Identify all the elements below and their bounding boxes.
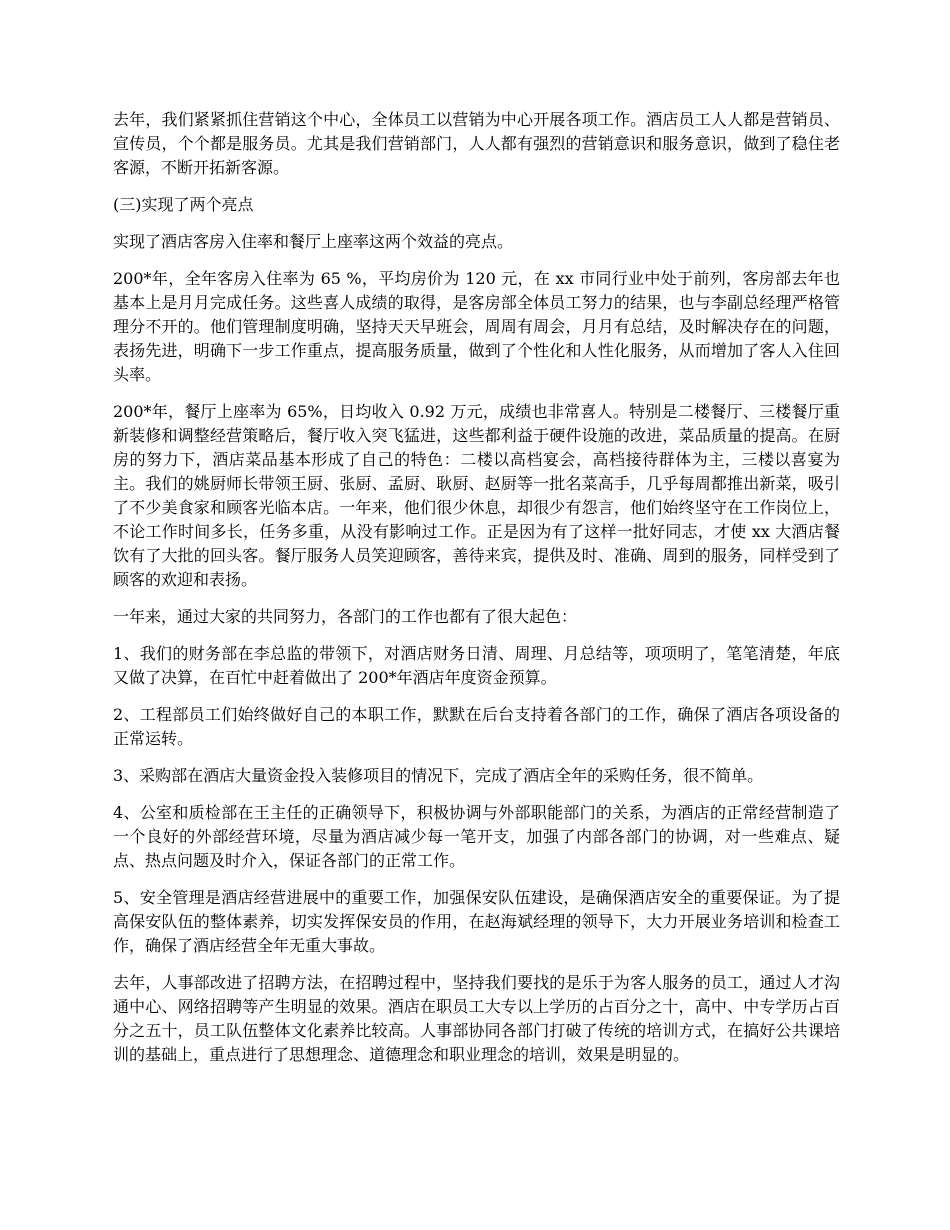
list-item: 5、安全管理是酒店经营进展中的重要工作，加强保安队伍建设，是确保酒店安全的重要保证。为了提高保安队伍的整体素养，切实发挥保安员的作用，在赵海斌经理的领导下，大力开展业务培训和检查工作，确保了酒店经营全年无重大事故。 <box>113 888 840 955</box>
paragraph: 实现了酒店客房入住率和餐厅上座率这两个效益的亮点。 <box>113 232 514 251</box>
paragraph: 200*年，餐厅上座率为 65%，日均收入 0.92 万元，成绩也非常喜人。特别是二楼餐厅、三楼餐厅重新装修和调整经营策略后，餐厅收入突飞猛进，这些都利益于硬件设施的改进，菜品质量的提高。在厨房的努力下，酒店菜品基本形成了自己的特色：二楼以高档宴会，高档接待群体为主，三楼以喜宴为主。我们的姚厨师长带领王厨、张厨、孟厨、耿厨、赵厨等一批名菜高手，几乎每周都推出新菜，吸引了不少美食家和顾客光临本店。一年来，他们很少休息，却很少有怨言，他们始终坚守在工作岗位上，不论工作时间多长，任务多重，从没有影响过工作。正是因为有了这样一批好同志，才使 xx 大酒店餐饮有了大批的回头客。餐厅服务人员笑迎顾客，善待来宾，提供及时、准确、周到的服务，同样受到了顾客的欢迎和表扬。 <box>113 402 840 589</box>
paragraph: 一年来，通过大家的共同努力，各部门的工作也都有了很大起色： <box>113 607 578 626</box>
paragraph: 去年，我们紧紧抓住营销这个中心，全体员工以营销为中心开展各项工作。酒店员工人人都是营销员、宣传员，个个都是服务员。尤其是我们营销部门，人人都有强烈的营销意识和服务意识，做到了稳住老客源，不断开拓新客源。 <box>113 110 840 177</box>
document-page <box>113 108 840 1080</box>
list-item: 4、公室和质检部在王主任的正确领导下，积极协调与外部职能部门的关系，为酒店的正常经营制造了一个良好的外部经营环境，尽量为酒店减少每一笔开支，加强了内部各部门的协调，对一些难点、疑点、热点问题及时介入，保证各部门的正常工作。 <box>113 803 840 870</box>
list-item: 3、采购部在酒店大量资金投入装修项目的情况下，完成了酒店全年的采购任务，很不简单。 <box>113 766 764 785</box>
paragraph: 200*年，全年客房入住率为 65 %，平均房价为 120 元，在 xx 市同行业中处于前列，客房部去年也基本上是月月完成任务。这些喜人成绩的取得，是客房部全体员工努力的结果，也与李副总经理严格管理分不开的。他们管理制度明确，坚持天天早班会，周周有周会，月月有总结，及时解决存在的问题，表扬先进，明确下一步工作重点，提高服务质量，做到了个性化和人性化服务，从而增加了客人入住回头率。 <box>113 269 840 384</box>
list-item: 2、工程部员工们始终做好自己的本职工作，默默在后台支持着各部门的工作，确保了酒店各项设备的正常运转。 <box>113 705 840 748</box>
section-heading: (三)实现了两个亮点 <box>113 195 254 214</box>
list-item: 1、我们的财务部在李总监的带领下，对酒店财务日清、周理、月总结等，项项明了，笔笔清楚，年底又做了决算，在百忙中赶着做出了 200*年酒店年度资金预算。 <box>113 644 840 687</box>
paragraph: 去年，人事部改进了招聘方法，在招聘过程中，坚持我们要找的是乐于为客人服务的员工，通过人才沟通中心、网络招聘等产生明显的效果。酒店在职员工大专以上学历的占百分之十，高中、中专学历占百分之五十，员工队伍整体文化素养比较高。人事部协同各部门打破了传统的培训方式，在搞好公共课培训的基础上，重点进行了思想理念、道德理念和职业理念的培训，效果是明显的。 <box>113 973 840 1064</box>
